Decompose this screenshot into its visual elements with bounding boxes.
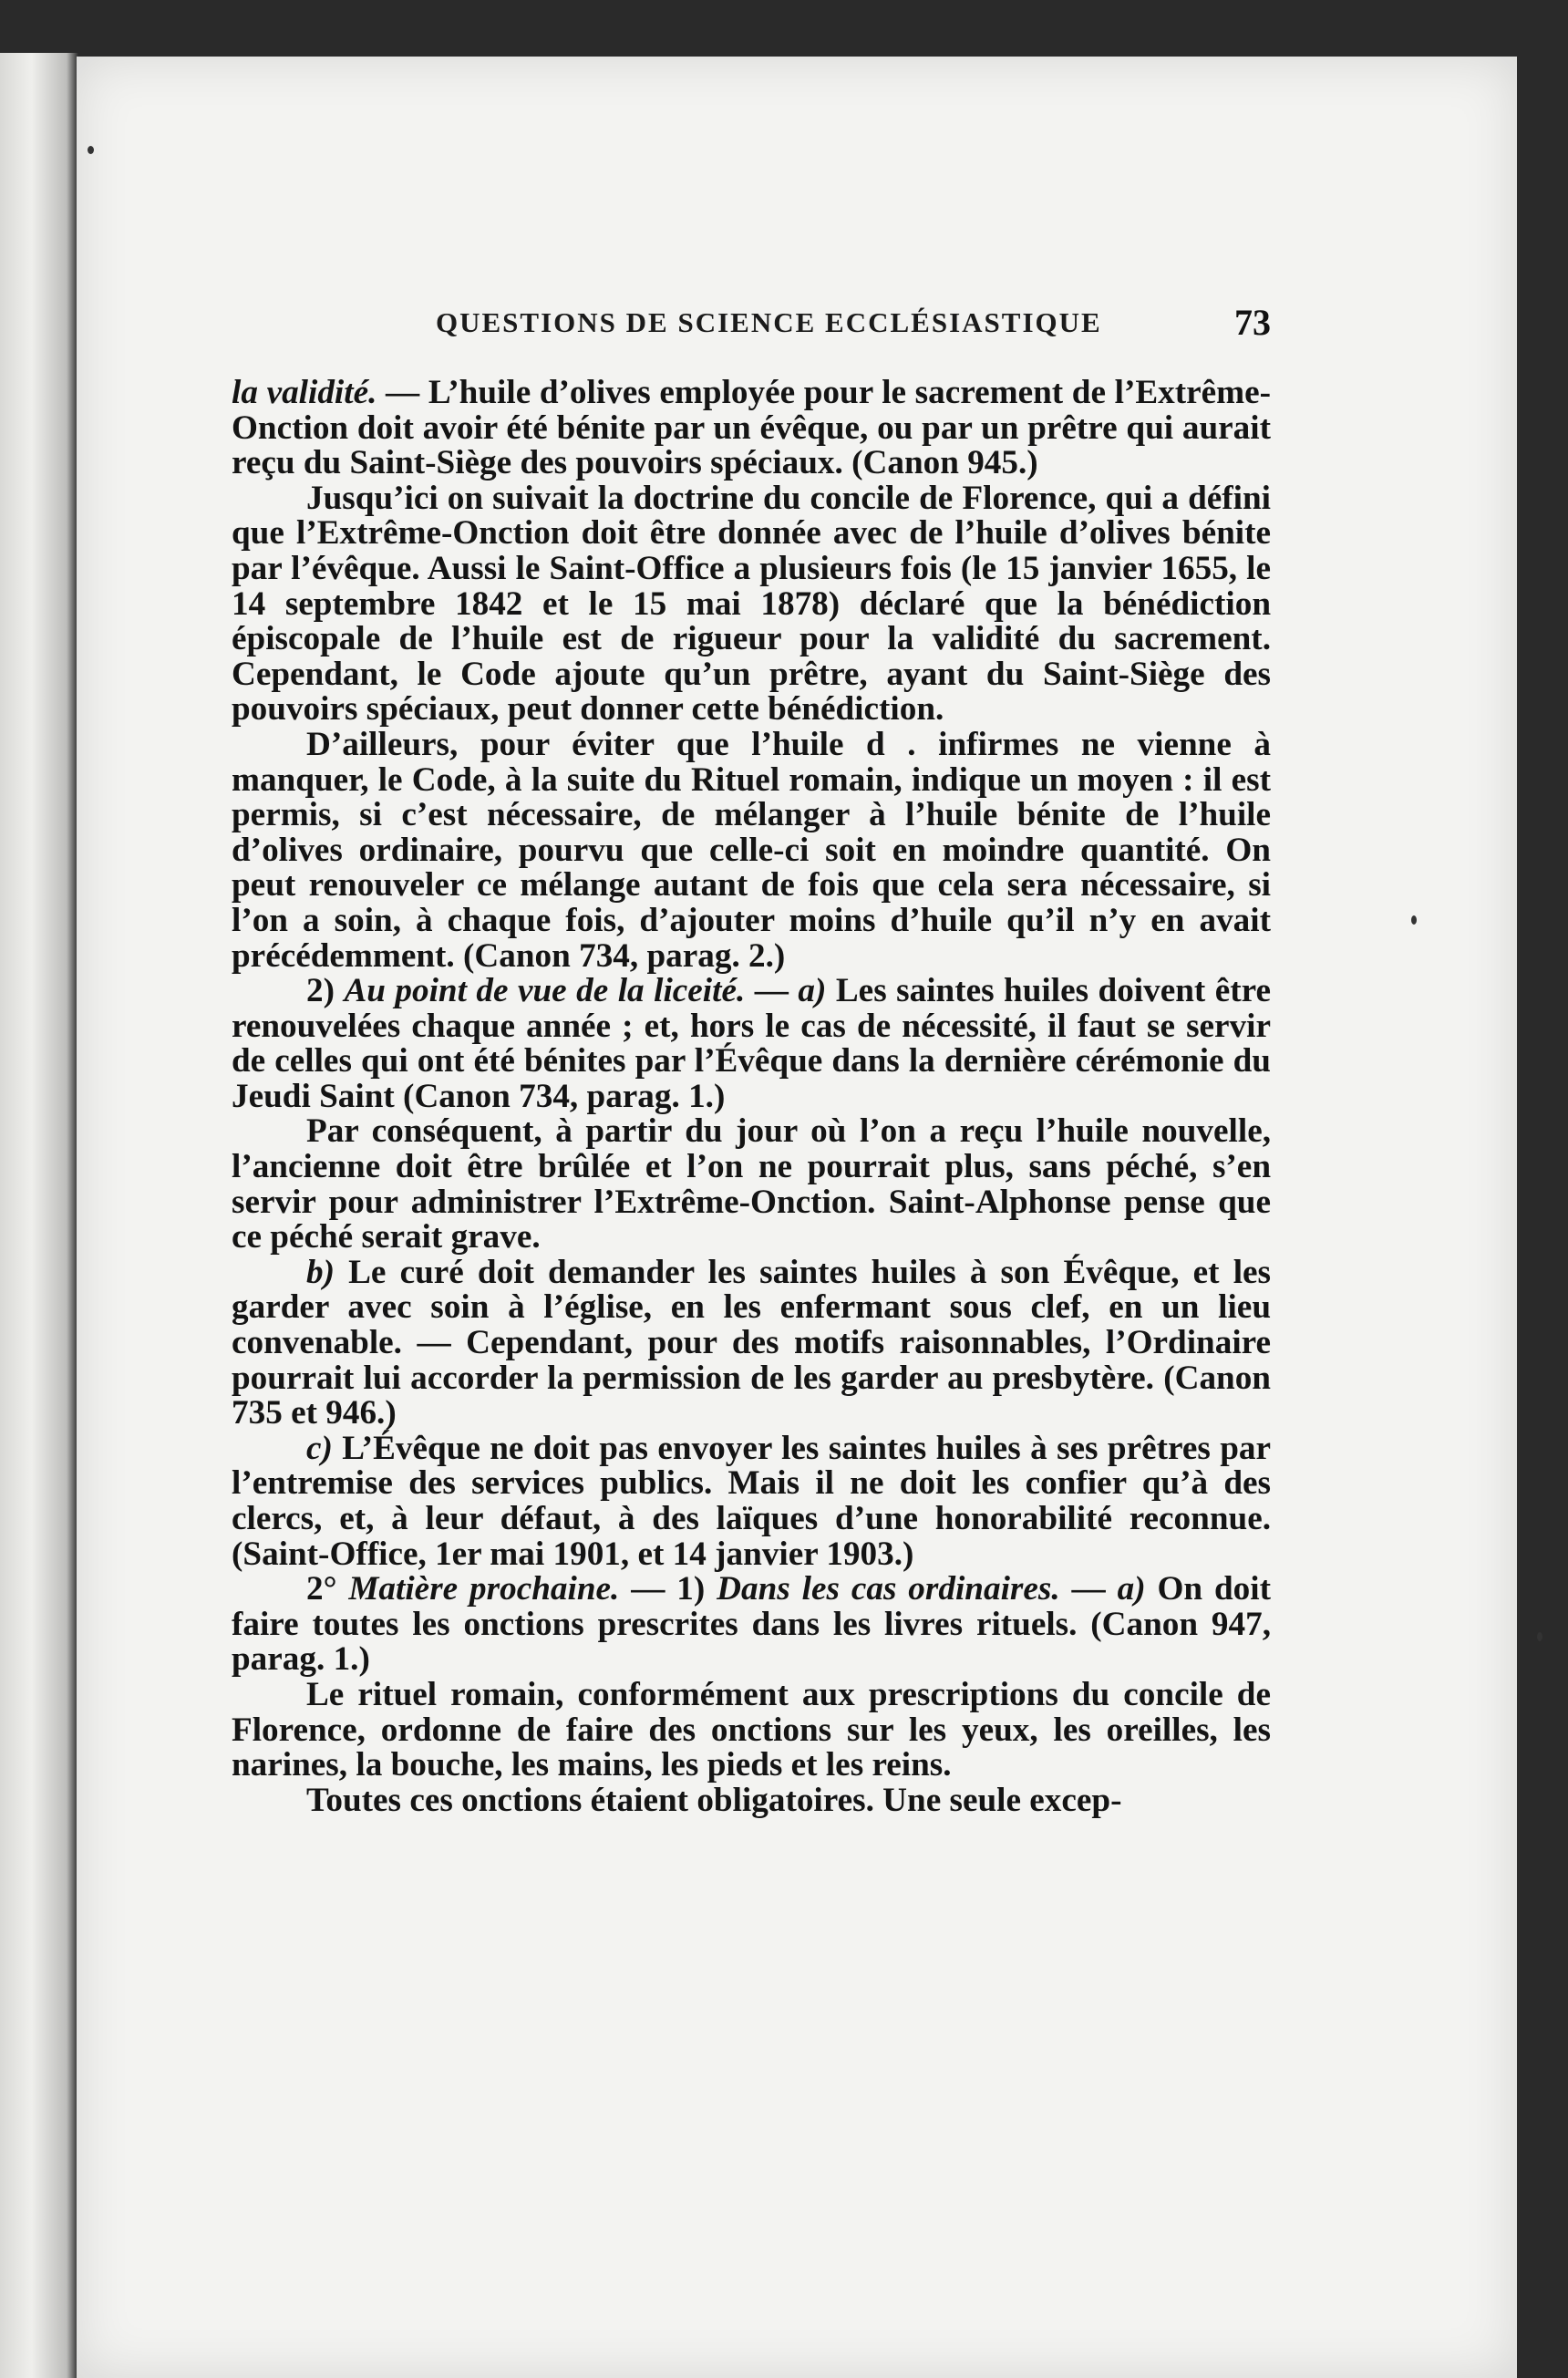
paragraph-3: D’ailleurs, pour éviter que l’huile d . infirmes ne vienne à manquer, le Code, à la suite du Rituel romain, indique un moyen : il est permis, si c’est nécessaire, de mélanger à l’huile bénite de l’huile d’olives ordinaire, pourvu que celle-ci soit en moindre quantité. On peut renouveler ce mélange autant de fois que cela sera nécessaire, si l’on a soin, à chaque fois, d’ajouter moins d’huile qu’il n’y en avait précédemment. (Canon 734, parag. 2.)	[232, 725, 1271, 975]
paragraph-8-num: 2°	[306, 1570, 349, 1608]
paragraph-1	[232, 376, 1271, 481]
paragraph-4-text: Les saintes huiles doivent être renouvelées chaque année ; et, hors le cas de nécessité, il faut se servir de celles qui ont été bénites par l’Évêque dans la dernière cérémonie du Jeudi Saint (Canon 734, parag. 1.)	[232, 972, 1272, 1115]
paragraph-6-text: Le curé doit demander les saintes huiles à son Évêque, et les garder avec soin à l’église, en les enfermant sous clef, en un lieu convenable. — Cependant, pour des motifs raisonnables, l’Ordinaire pourrait lui accorder la permission de les garder au presbytère. (Canon 735 et 946.)	[232, 1253, 1271, 1432]
paragraph-1-lead: la validité.	[232, 374, 377, 411]
paragraph-8	[232, 1572, 1271, 1678]
paragraph-8-heading: Matière prochaine.	[348, 1570, 620, 1608]
paragraph-2: Jusqu’ici on suivait la doctrine du concile de Florence, qui a défini que l’Extrême-Onction doit être donnée avec de l’huile d’olives bénite par l’évêque. Aussi le Saint-Office a plusieurs fois (le 15 janvier 1655, le 14 septembre 1842 et le 15 mai 1878) déclaré que la bénédiction épiscopale de l’huile est de rigueur pour la validité du sacrement. Cependant, le Code ajoute qu’un prêtre, ayant du Saint-Siège des pouvoirs spéciaux, peut donner cette bénédiction.	[232, 479, 1271, 729]
paragraph-6-letter: b)	[306, 1253, 335, 1291]
paragraph-1-text: — L’huile d’olives employée pour le sacrement de l’Extrême-Onction doit avoir été bénite par un évêque, ou par un prêtre qui aurait reçu du Saint-Siège des pouvoirs spéciaux. (Canon 945.)	[232, 374, 1272, 482]
paragraph-4-dash: —	[745, 972, 799, 1010]
paragraph-6	[232, 1253, 1271, 1432]
paragraph-7	[232, 1429, 1271, 1573]
paragraph-8-subheading: Dans les cas ordinaires.	[717, 1570, 1060, 1608]
paragraph-8-mid: — 1)	[619, 1570, 717, 1608]
scan-speck	[88, 146, 94, 154]
scan-speck	[1411, 915, 1417, 925]
paragraph-4-num: 2)	[306, 972, 345, 1010]
page-number: 73	[1234, 302, 1271, 343]
paragraph-10: Toutes ces onctions étaient obligatoires. Une seule excep-	[306, 1781, 1122, 1819]
paragraph-8-letter: a)	[1117, 1570, 1146, 1608]
running-title: QUESTIONS DE SCIENCE ECCLÉSIASTIQUE	[436, 306, 1102, 338]
paragraph-4-letter: a)	[798, 972, 827, 1010]
paragraph-9: Le rituel romain, conformément aux prescriptions du concile de Florence, ordonne de faire des onctions sur les yeux, les oreilles, les narines, la bouche, les mains, les pieds et les reins.	[232, 1675, 1271, 1784]
paragraph-7-letter: c)	[306, 1429, 333, 1467]
paragraph-8-dash: —	[1059, 1570, 1118, 1608]
paragraph-7-text: L’Évêque ne doit pas envoyer les saintes huiles à ses prêtres par l’entremise des services publics. Mais il ne doit les confier qu’à des clercs, et, à leur défaut, à des laïques d’une honorabilité reconnue. (Saint-Office, 1er mai 1901, et 14 janvier 1903.)	[232, 1429, 1271, 1573]
paragraph-8-text: On doit faire toutes les onctions prescrites dans les livres rituels. (Canon 947, parag. 1.)	[232, 1570, 1271, 1679]
paragraph-4-heading: Au point de vue de la liceité.	[344, 972, 746, 1010]
book-gutter	[0, 53, 78, 2378]
scan-speck	[1537, 1632, 1542, 1641]
paragraph-4	[232, 974, 1271, 1114]
paragraph-5: Par conséquent, à partir du jour où l’on a reçu l’huile nouvelle, l’ancienne doit être brûlée et l’on ne pourrait plus, sans péché, s’en servir pour administrer l’Extrême-Onction. Saint-Alphonse pense que ce péché serait grave.	[232, 1112, 1271, 1256]
page-body	[232, 376, 1271, 1818]
